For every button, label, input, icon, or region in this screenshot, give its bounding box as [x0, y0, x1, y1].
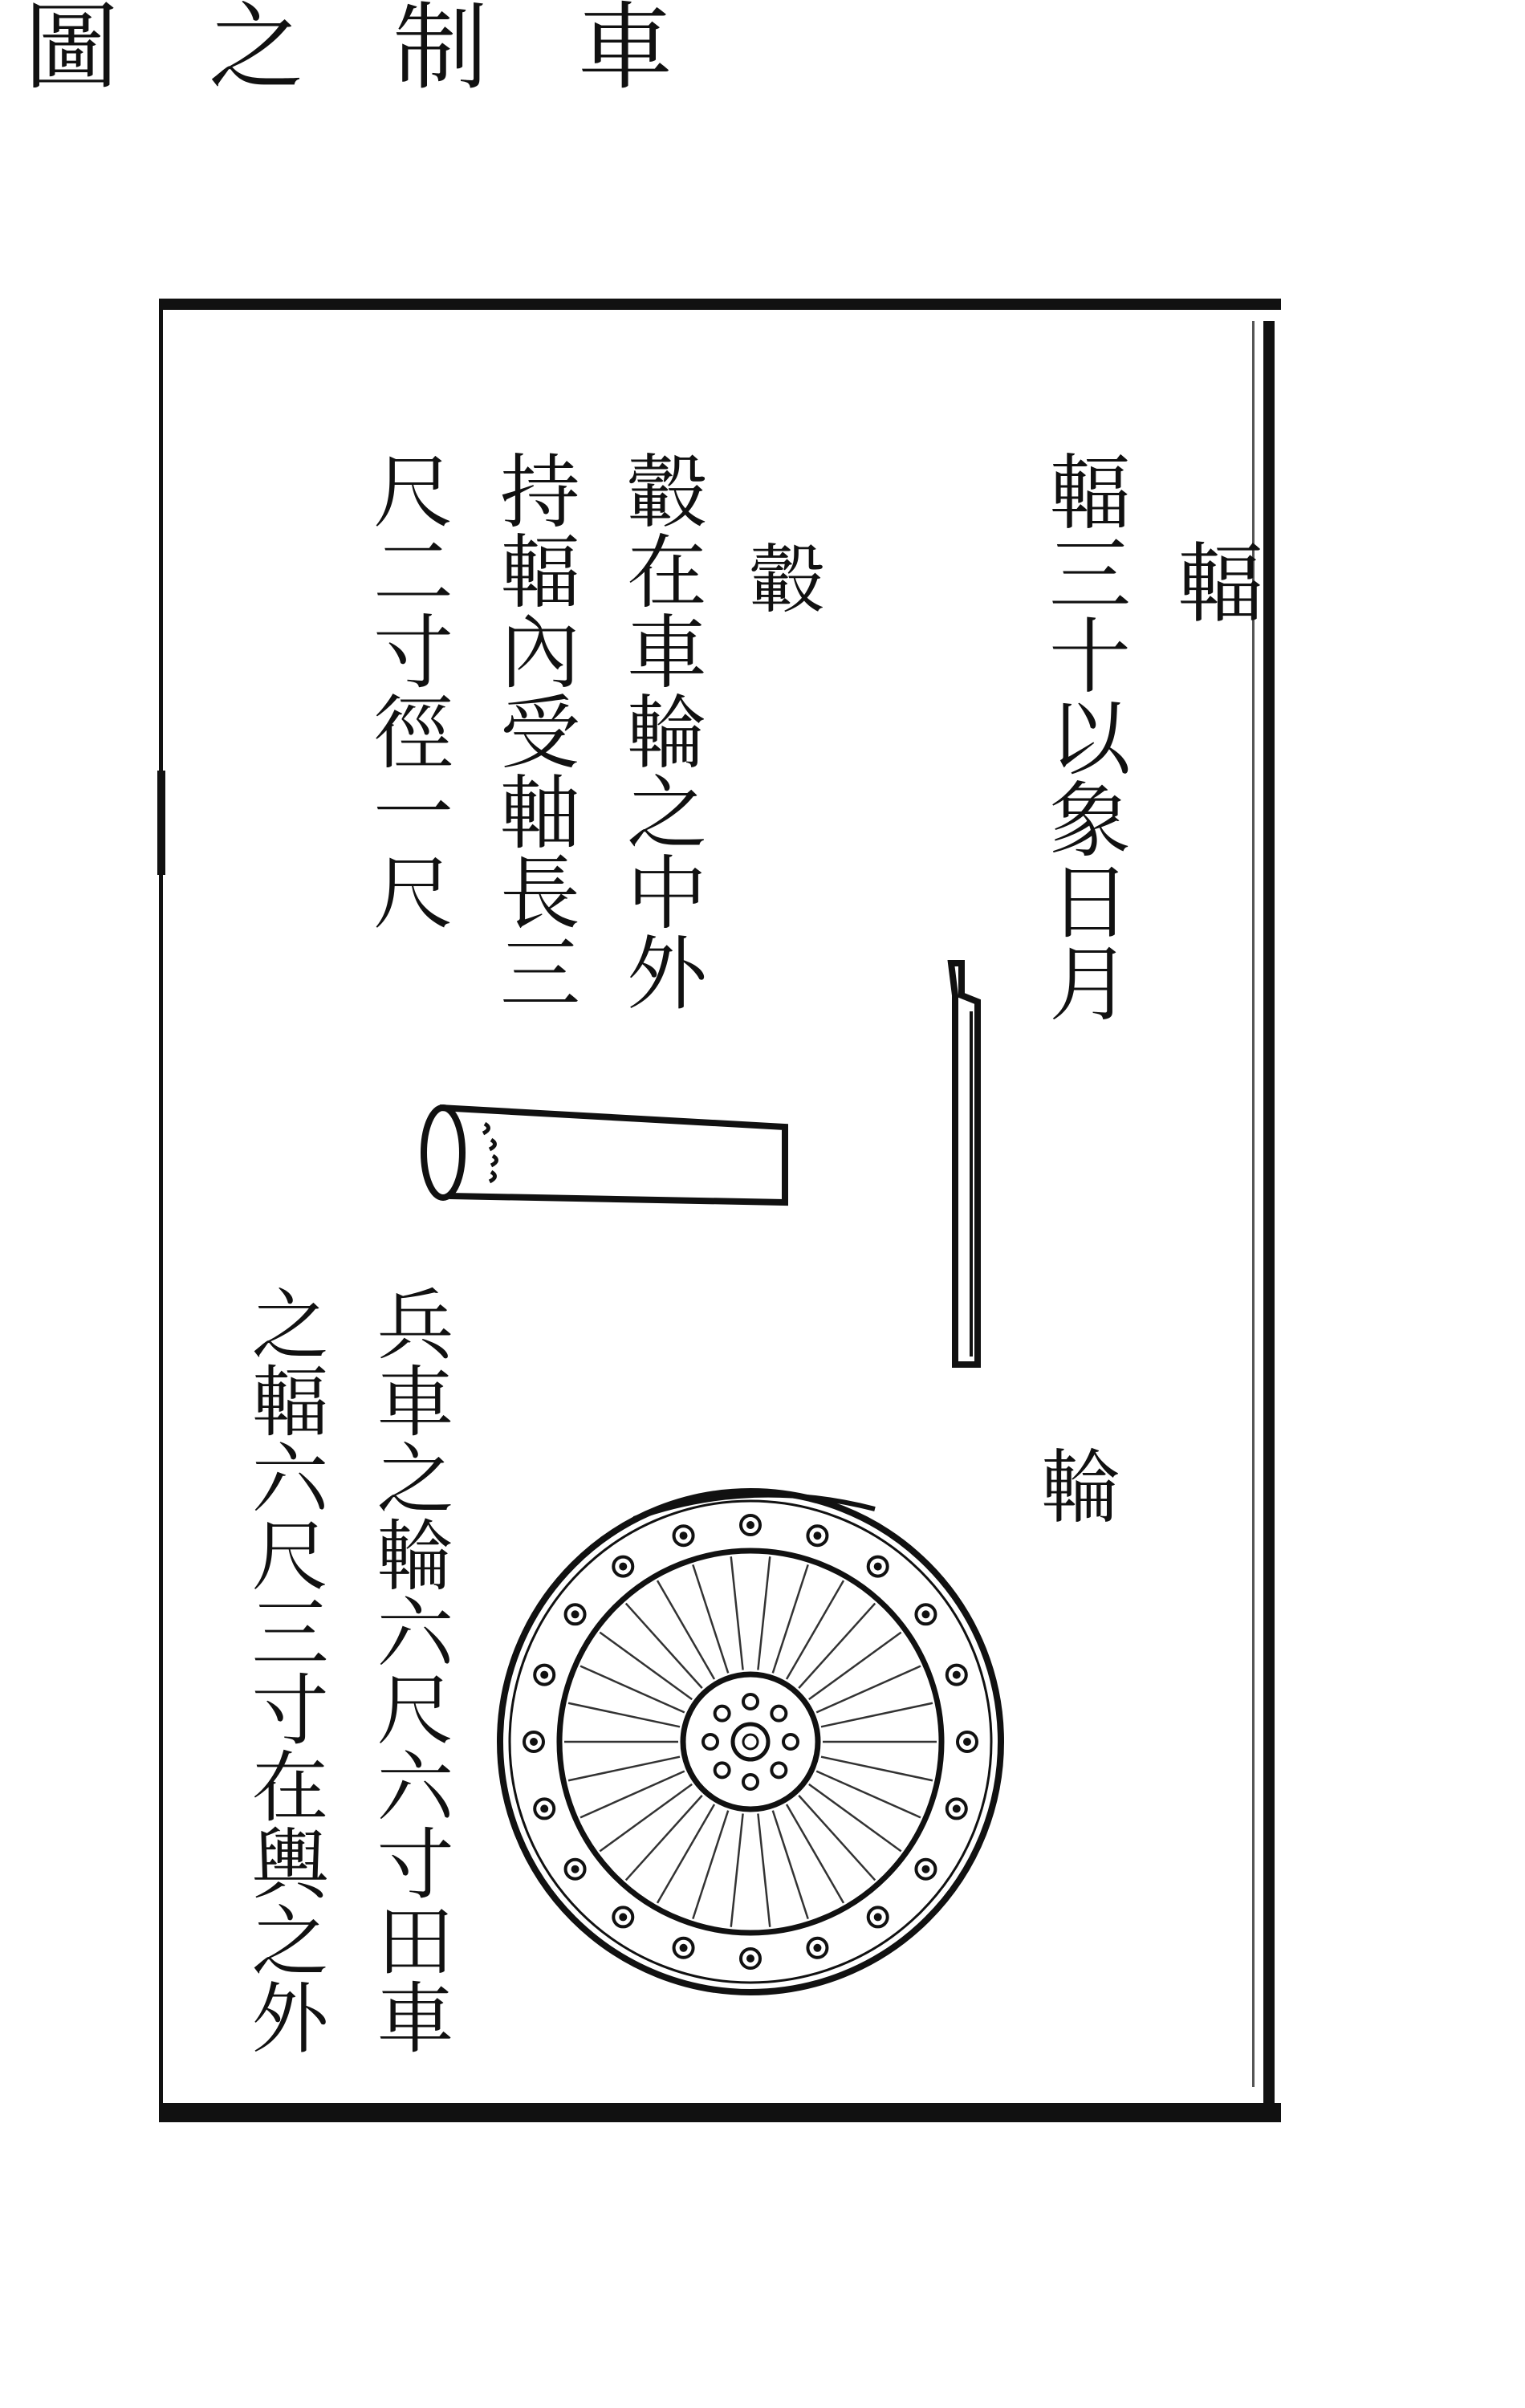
wheel-spoke-line [816, 1666, 921, 1713]
wheel-rim-boss-center [815, 1946, 819, 1950]
wheel-spoke-line [809, 1633, 901, 1699]
wheel-hub-stud [743, 1694, 758, 1709]
hub-illustration [424, 1108, 785, 1202]
wheel-spoke-line [758, 1556, 770, 1670]
hub-label: 轂 [736, 539, 824, 615]
wheel-rim-boss-center [923, 1612, 928, 1617]
wheel-spoke-line [568, 1703, 680, 1727]
wheel-rim-boss-center [815, 1533, 819, 1538]
wheel-spoke-line [787, 1804, 844, 1903]
wheel-illustration [500, 1491, 1001, 1992]
wheel-spoke-line [758, 1814, 770, 1927]
wheel-spoke-line [821, 1757, 933, 1781]
wheel-hub-stud [715, 1706, 730, 1721]
wheel-rim-boss-center [681, 1946, 686, 1950]
title-char-4: 圖 [24, 0, 120, 103]
wheel-spoke-line [568, 1757, 680, 1781]
wheel-description-col1: 兵車之輪六尺六寸田車 [364, 1284, 454, 2055]
wheel-rim-boss-center [681, 1533, 686, 1538]
spoke-illustration [951, 963, 978, 1365]
wheel-hub-stud [771, 1763, 786, 1777]
wheel-spoke-line [693, 1564, 728, 1673]
wheel-rim-boss-center [748, 1523, 753, 1527]
wheel-rim-boss-center [620, 1914, 625, 1919]
wheel-rim-boss-center [573, 1867, 578, 1872]
wheel-spoke-line [657, 1804, 714, 1903]
wheel-rim-boss-center [620, 1564, 625, 1569]
wheel-spoke-line [809, 1784, 901, 1851]
wheel-spoke-line [731, 1814, 743, 1927]
wheel-description-col2: 之輻六尺三寸在輿之外 [239, 1284, 329, 2055]
wheel-spoke-line [626, 1604, 702, 1689]
wheel-hub-stud [715, 1763, 730, 1777]
wheel-rim-boss-center [542, 1806, 547, 1811]
wheel-spoke-line [580, 1771, 685, 1818]
wheel-spoke-line [657, 1580, 714, 1679]
hub-description-col2: 持輻內受軸長三 [486, 449, 580, 1011]
wheel-label: 輪 [1027, 1445, 1121, 1525]
wheel-spoke-line [821, 1703, 933, 1727]
wheel-spoke-line [600, 1784, 692, 1851]
wheel-rim-boss-center [542, 1673, 547, 1678]
wheel-rim-boss-center [531, 1739, 536, 1744]
title-char-2: 制 [393, 0, 489, 103]
wheel-spoke-line [626, 1796, 702, 1881]
wheel-spoke-line [816, 1771, 921, 1818]
title-char-3: 之 [209, 0, 304, 103]
wheel-spoke-line [799, 1604, 875, 1689]
wheel-hub-stud [771, 1706, 786, 1721]
wheel-spoke-line [731, 1556, 743, 1670]
wheel-spoke-line [787, 1580, 844, 1679]
wheel-spoke-line [773, 1564, 808, 1673]
wheel-hub-stud [783, 1735, 798, 1749]
wheel-spoke-line [773, 1811, 808, 1919]
wheel-rim-boss-center [965, 1739, 970, 1744]
wheel-rim-boss-center [923, 1867, 928, 1872]
wheel-rim-boss-center [748, 1956, 753, 1961]
wheel-rim-boss-center [954, 1806, 959, 1811]
wheel-rim-boss-center [954, 1673, 959, 1678]
spoke-label: 輻 [1162, 538, 1263, 624]
wheel-spoke-line [580, 1666, 685, 1713]
wheel-spoke-line [799, 1796, 875, 1881]
hub-description-col3: 尺二寸徑一尺 [360, 449, 453, 931]
wheel-spoke-line [693, 1811, 728, 1919]
wheel-hub-stud [703, 1735, 718, 1749]
spoke-description: 輻三十以象日月 [1035, 449, 1131, 1023]
wheel-hub-stud [743, 1775, 758, 1789]
wheel-rim-boss-center [876, 1564, 880, 1569]
wheel-rim-boss-center [573, 1612, 578, 1617]
wheel-rim-boss-center [876, 1914, 880, 1919]
title-char-1: 車 [578, 0, 673, 103]
hub-description-col1: 轂在車輪之中外 [613, 449, 707, 1011]
wheel-spoke-line [600, 1633, 692, 1699]
